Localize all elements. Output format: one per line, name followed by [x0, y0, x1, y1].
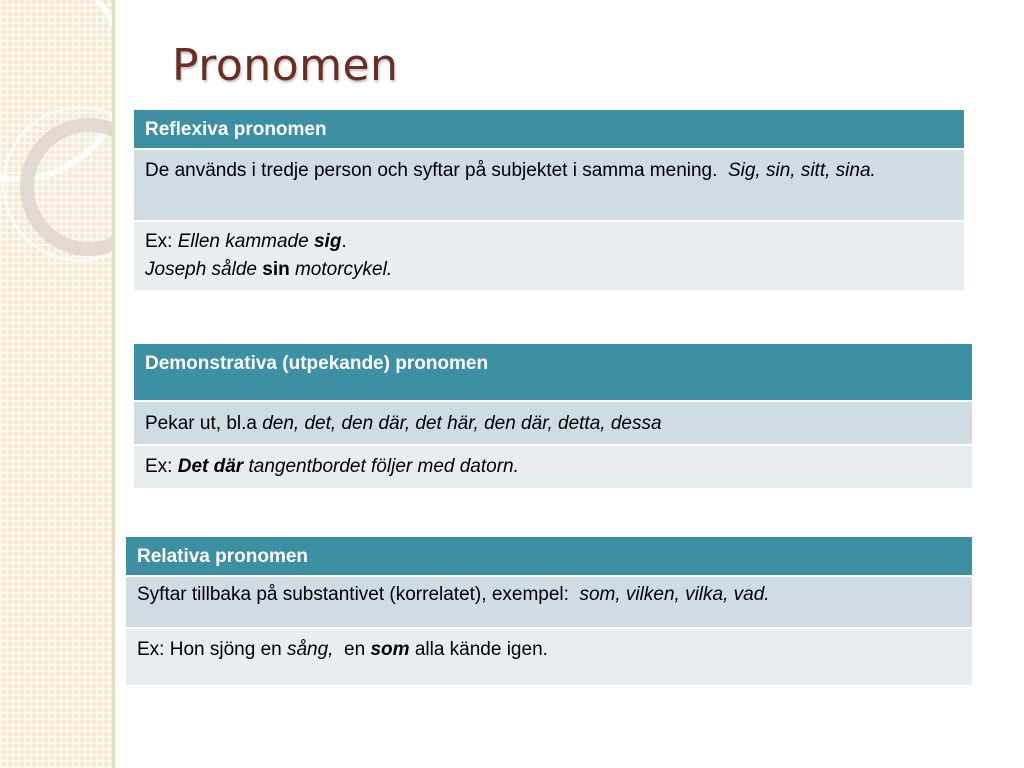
table-row — [134, 150, 964, 222]
example-text: tangentbordet följer med datorn. — [248, 456, 519, 477]
table-row — [126, 577, 972, 629]
example-text: . — [341, 231, 347, 252]
table-row — [134, 446, 972, 488]
demonstrative-pronouns-table — [134, 344, 972, 488]
example-prefix: Ex: Hon sjöng en — [137, 639, 282, 660]
decorative-sidebar — [0, 0, 112, 768]
row-text: Pekar ut, bl.a — [145, 413, 257, 434]
example-text: alla kände igen. — [414, 639, 548, 660]
slide-title: Pronomen — [172, 40, 399, 91]
row-text: De används i tredje person och syftar på subjektet i samma mening. — [145, 160, 718, 181]
table-header: Relativa pronomen — [126, 537, 972, 577]
example-pronoun: Det där — [177, 456, 244, 477]
example-prefix: Ex: — [145, 231, 173, 252]
table-row — [134, 222, 964, 292]
sidebar-edge — [112, 0, 115, 768]
reflexive-pronouns-table — [134, 110, 964, 292]
row-examples: den, det, den där, det här, den där, detta, dessa — [262, 413, 662, 434]
example-text: sång, — [286, 639, 334, 660]
table-header: Demonstrativa (utpekande) pronomen — [134, 344, 972, 402]
example-pronoun: sin — [262, 258, 290, 280]
row-examples: Sig, sin, sitt, sina. — [727, 160, 876, 181]
table-row — [134, 402, 972, 446]
example-pronoun: som — [370, 639, 410, 660]
row-examples: som, vilken, vilka, vad. — [579, 584, 770, 605]
example-text: en — [344, 639, 366, 660]
table-header: Reflexiva pronomen — [134, 110, 964, 150]
example-prefix: Ex: — [145, 456, 173, 477]
row-text: Syftar tillbaka på substantivet (korrelatet), exempel: — [137, 584, 569, 605]
example-pronoun: sig — [313, 231, 342, 252]
example-text: Ellen kammade — [177, 231, 309, 252]
table-row — [126, 629, 972, 685]
example-text: Joseph sålde — [145, 258, 257, 280]
relative-pronouns-table — [126, 537, 972, 685]
example-text: motorcykel. — [294, 258, 393, 280]
